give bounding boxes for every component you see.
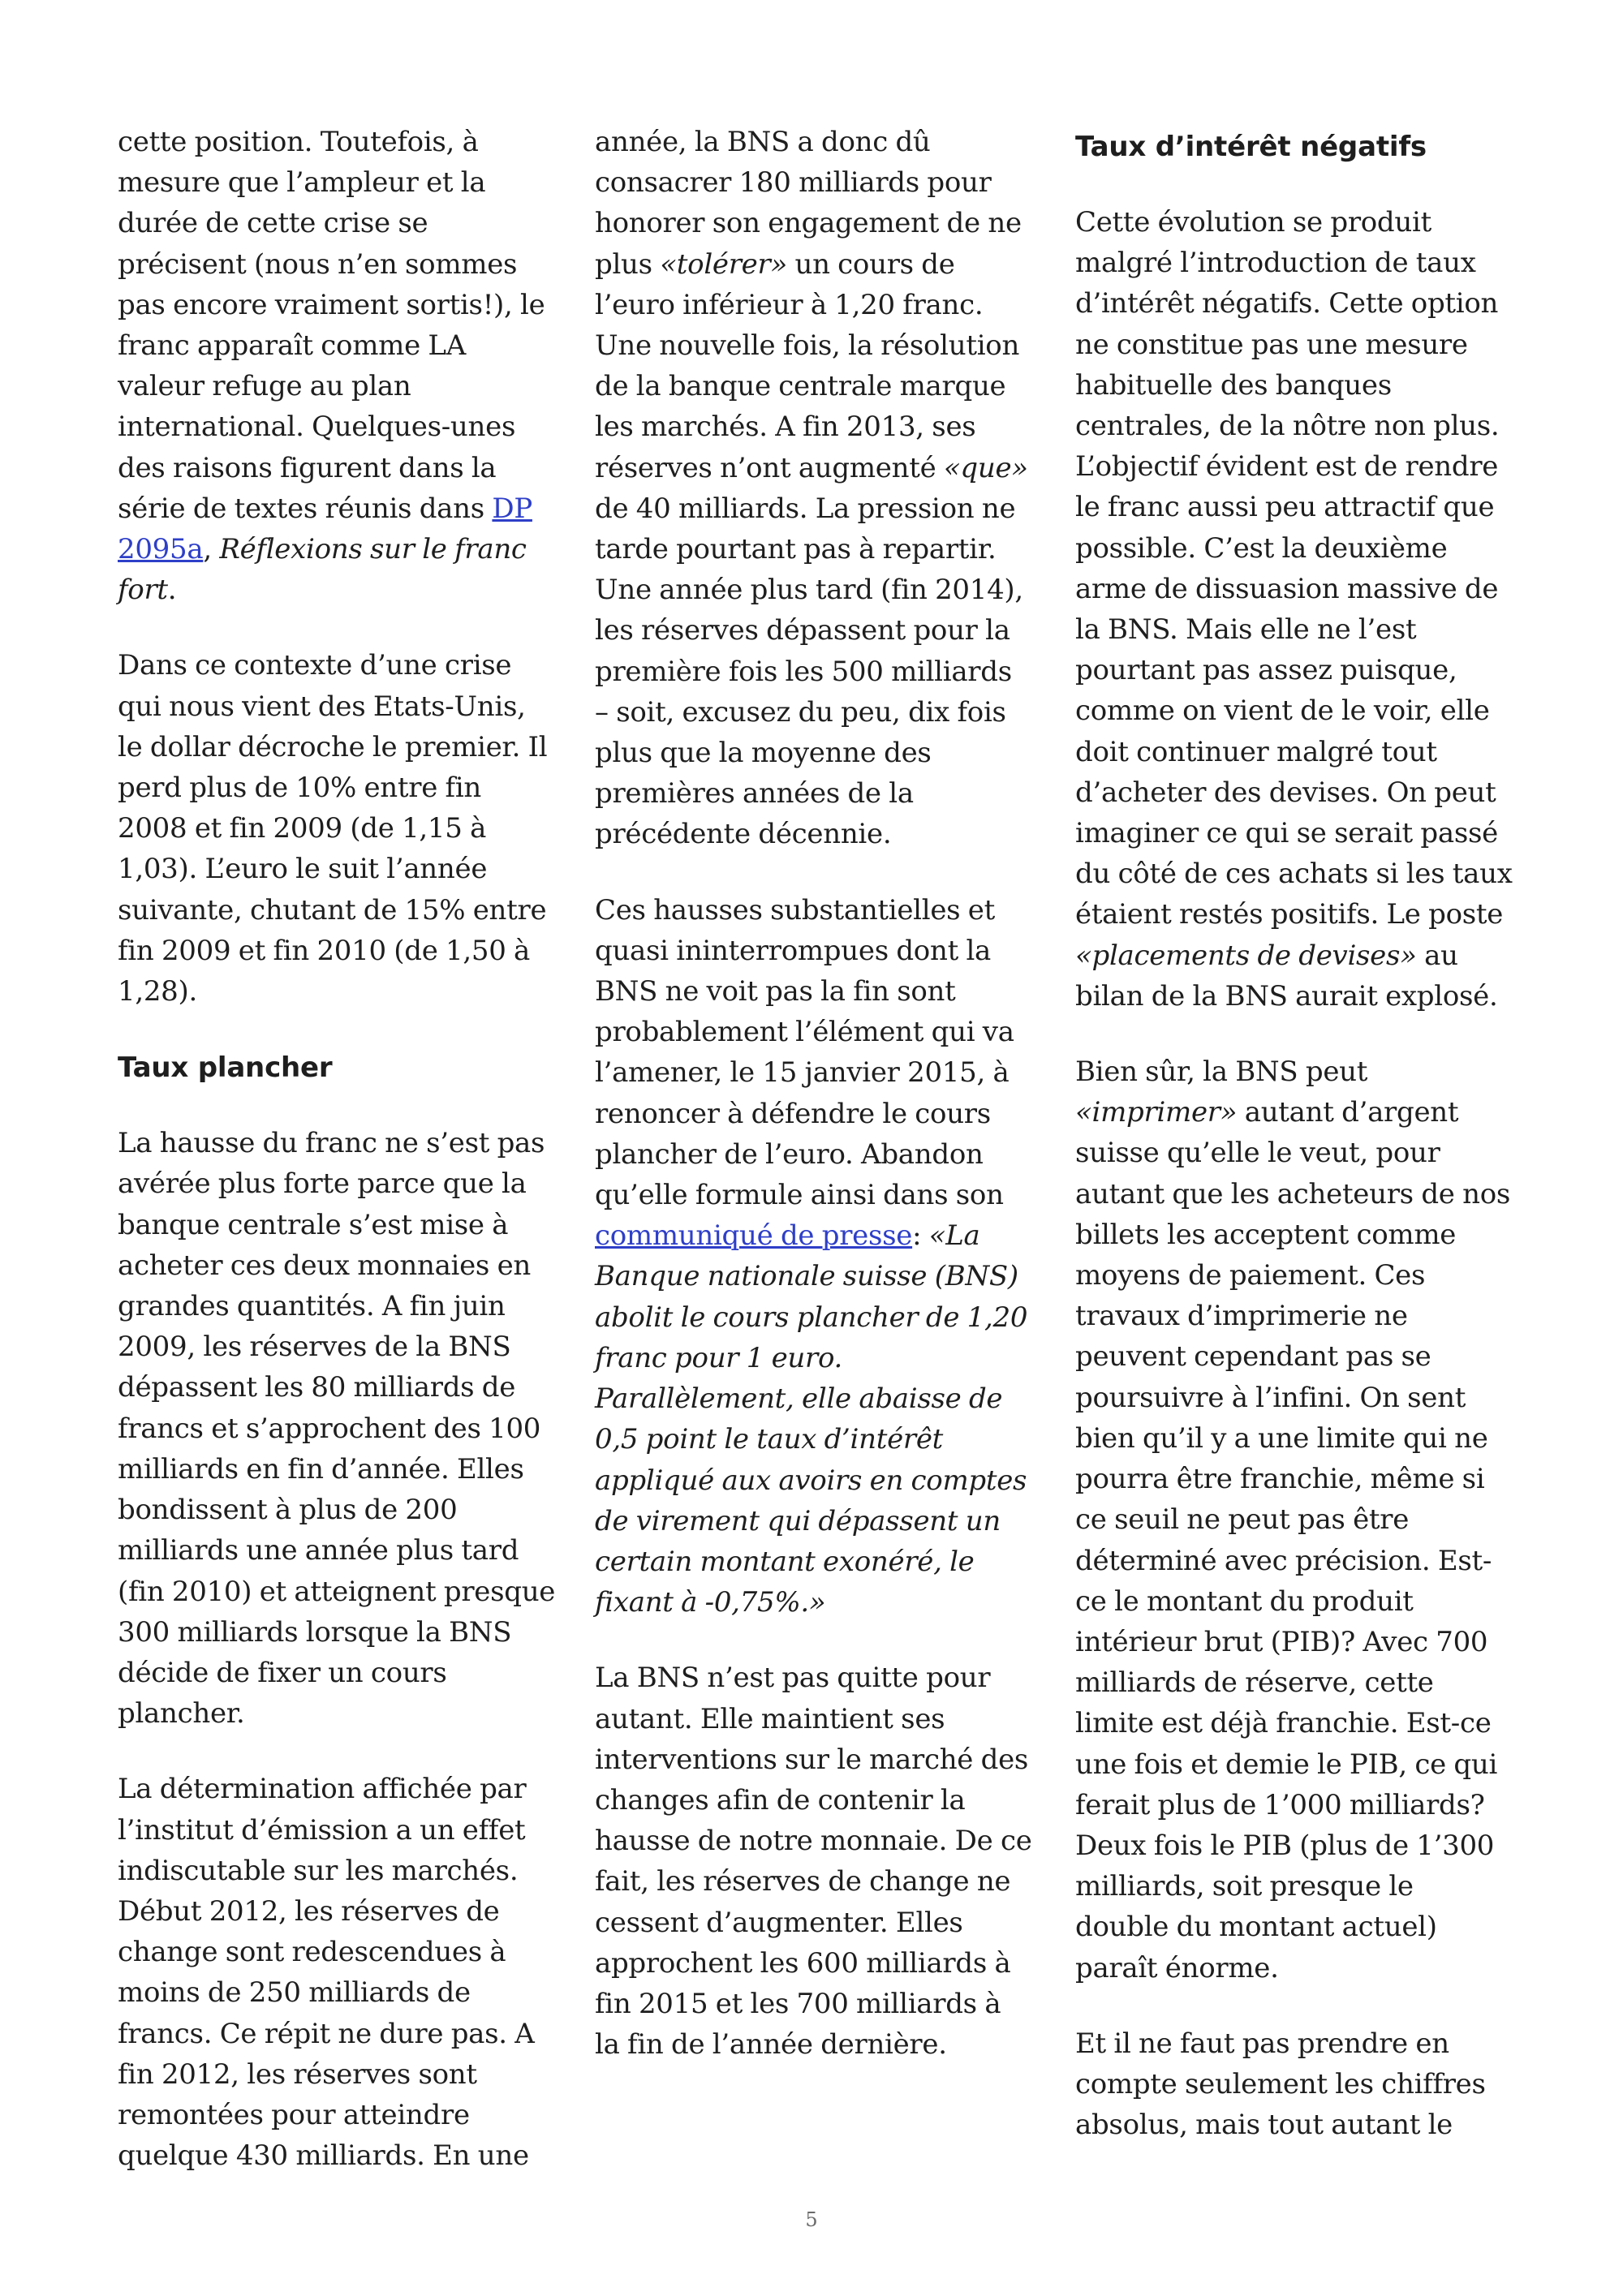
page-number: 5 xyxy=(805,2208,818,2231)
paragraph: Et il ne faut pas prendre en compte seulement les chiffres absolus, mais tout autant le xyxy=(1075,2027,1486,2142)
column-2 xyxy=(595,122,1033,2065)
communique-de-presse-link[interactable]: communiqué de presse xyxy=(595,1219,913,1253)
paragraph: Cette évolution se produit malgré l’introduction de taux d’intérêt négatifs. Cette option ne constitue pas une mesure habituelle des banques centrales, de la nôtre non plus. L’objectif évident est de rendre le franc aussi peu attractif que possible. C’est la deuxième arme de dissuasion massive de la BNS. Mais elle ne l’est pourtant pas assez puisque, comme on vient de le voir, elle doit continuer malgré tout d’acheter des devises. On peut imaginer ce qui se serait passé du côté de ces achats si les taux étaient restés positifs. Le poste «placements de devises» au bilan de la BNS aurait explosé. xyxy=(1075,206,1513,1013)
paragraph: année, la BNS a donc dû consacrer 180 milliards pour honorer son engagement de ne plus «tolérer» un cours de l’euro inférieur à 1,20 franc. Une nouvelle fois, la résolution de la banque centrale marque les marchés. A fin 2013, ses réserves n’ont augmenté «que» de 40 milliards. La pression ne tarde pourtant pas à repartir. Une année plus tard (fin 2014), les réserves dépassent pour la première fois les 500 milliards – soit, excusez du peu, dix fois plus que la moyenne des premières années de la précédente décennie. xyxy=(595,126,1028,851)
column-1 xyxy=(118,122,556,2176)
column-3 xyxy=(1075,127,1513,2145)
paragraph: Bien sûr, la BNS peut «imprimer» autant d’argent suisse qu’elle le veut, pour autant que les acheteurs de nos billets les acceptent comme moyens de paiement. Ces travaux d’imprimerie ne peuvent cependant pas se poursuivre à l’infini. On sent bien qu’il y a une limite qui ne pourra être franchie, même si ce seuil ne peut pas être déterminé avec précision. Est-ce le montant du produit intérieur brut (PIB)? Avec 700 milliards de réserve, cette limite est déjà franchie. Est-ce une fois et demie le PIB, ce qui ferait plus de 1’000 milliards? Deux fois le PIB (plus de 1’300 milliards, soit presque le double du montant actuel) paraît énorme. xyxy=(1075,1056,1511,1984)
paragraph: cette position. Toutefois, à mesure que l’ampleur et la durée de cette crise se précisent (nous n’en sommes pas encore vraiment sortis!), le franc apparaît comme LA valeur refuge au plan international. Quelques-unes des raisons figurent dans la série de textes réunis dans DP 2095a, Réflexions sur le franc fort. xyxy=(118,126,545,607)
section-heading-taux-negatifs: Taux d’intérêt négatifs xyxy=(1075,131,1427,163)
section-heading-taux-plancher: Taux plancher xyxy=(118,1051,333,1085)
paragraph: La BNS n’est pas quitte pour autant. Elle maintient ses interventions sur le marché des changes afin de contenir la hausse de notre monnaie. De ce fait, les réserves de change ne cessent d’augmenter. Elles approchent les 600 milliards à fin 2015 et les 700 milliards à la fin de l’année dernière. xyxy=(595,1662,1032,2062)
paragraph: La hausse du franc ne s’est pas avérée plus forte parce que la banque centrale s’est mise à acheter ces deux monnaies en grandes quantités. A fin juin 2009, les réserves de la BNS dépassent les 80 milliards de francs et s’approchent des 100 milliards en fin d’année. Elles bondissent à plus de 200 milliards une année plus tard (fin 2010) et atteignent presque 300 milliards lorsque la BNS décide de fixer un cours plancher. xyxy=(118,1127,556,1731)
paragraph: Ces hausses substantielles et quasi ininterrompues dont la BNS ne voit pas la fin sont probablement l’élément qui va l’amener, le 15 janvier 2015, à renoncer à défendre le cours plancher de l’euro. Abandon qu’elle formule ainsi dans son communiqué de presse: «La Banque nationale suisse (BNS) abolit le cours plancher de 1,20 franc pour 1 euro. Parallèlement, elle abaisse de 0,5 point le taux d’intérêt appliqué aux avoirs en comptes de virement qui dépassent un certain montant exonéré, le fixant à -0,75%.» xyxy=(595,893,1028,1619)
paragraph: La détermination affichée par l’institut d’émission a un effet indiscutable sur les marchés. Début 2012, les réserves de change sont redescendues à moins de 250 milliards de francs. Ce répit ne dure pas. A fin 2012, les réserves sont remontées pour atteindre quelque 430 milliards. En une xyxy=(118,1773,535,2173)
press-release-quote: «La Banque nationale suisse (BNS) abolit le cours plancher de 1,20 franc pour 1 euro. Parallèlement, elle abaisse de 0,5 point le taux d’intérêt appliqué aux avoirs en comptes de virement qui dépassent un certain montant exonéré, le fixant à -0,75%.» xyxy=(595,1219,1028,1619)
paragraph: Dans ce contexte d’une crise qui nous vient des Etats-Unis, le dollar décroche le premier. Il perd plus de 10% entre fin 2008 et fin 2009 (de 1,15 à 1,03). L’euro le suit l’année suivante, chutant de 15% entre fin 2009 et fin 2010 (de 1,50 à 1,28). xyxy=(118,649,548,1008)
dp-2095a-link[interactable]: DP 2095a xyxy=(118,492,532,566)
